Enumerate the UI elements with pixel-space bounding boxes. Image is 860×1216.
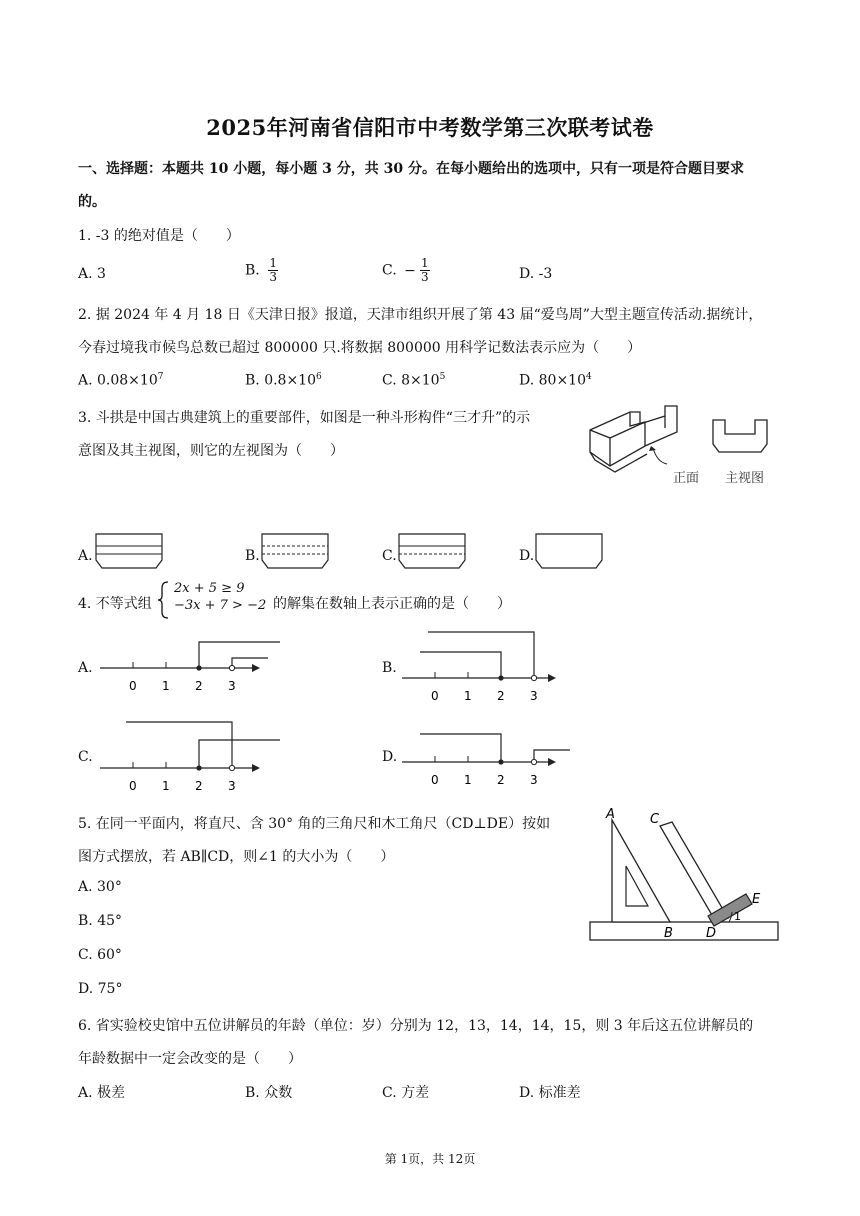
tick-label-2: 2 [497,773,505,787]
tick-label-2: 2 [195,779,203,793]
q3-stem-line2: 意图及其主视图，则它的左视图为（ ） [78,443,344,459]
q5-option-b: B. 45° [78,913,123,929]
q5-option-d: D. 75° [78,981,123,997]
q4-option-c: C. [78,749,93,765]
q2-option-b: B. $0.8\times 10^6$ [245,372,322,389]
q6-option-c: C. 方差 [382,1085,430,1101]
tick-label-3: 3 [530,689,538,703]
q4-stem-post: 的解集在数轴上表示正确的是（ ） [273,596,511,612]
tick-label-1: 1 [464,689,472,703]
q4-stem-pre: 4. 不等式组 [78,596,152,612]
fraction: $\frac{1}{3}$ [269,256,278,284]
inequality-2: −3x + 7 > −2 [174,598,267,613]
point-e-label: E [752,892,761,907]
tick-label-2: 2 [195,679,203,693]
q3-option-c: C. [382,548,397,564]
q4-option-d: D. [382,749,398,765]
tick-label-1: 1 [162,779,170,793]
q4-option-a-numberline [96,636,286,698]
section-heading-cont: 的。 [78,194,106,210]
q3-stem-line1: 3. 斗拱是中国古典建筑上的重要部件，如图是一种斗形构件“三才升”的示 [78,410,531,426]
q6-stem-line1: 6. 省实验校史馆中五位讲解员的年龄（单位：岁）分别为 12，13，14，14，15，则 3 年后这五位讲解员的 [78,1018,754,1034]
page-footer: 第 1页，共 12页 [384,1152,476,1166]
system-brace [156,580,170,620]
q2-stem-line2: 今春过境我市候鸟总数已超过 800000 只.将数据 800000 用科学记数法表示应为（ ） [78,340,642,356]
q4-option-b: B. [382,660,397,676]
q6-option-a: A. 极差 [78,1085,126,1101]
q3-option-b: B. [245,548,260,564]
q5-option-c: C. 60° [78,947,122,963]
q5-stem-line2: 图方式摆放，若 AB∥CD，则∠1 的大小为（ ） [78,849,395,865]
q3-option-d-figure [534,532,606,572]
tick-label-0: 0 [431,689,439,703]
q6-option-d: D. 标准差 [519,1085,581,1101]
q3-option-a: A. [78,548,93,564]
tick-label-0: 0 [129,679,137,693]
q3-option-b-figure [260,532,332,572]
point-a-label: A [606,807,615,822]
q2-option-d: D. $80\times 10^4$ [519,372,592,389]
page-title: 2025年河南省信阳市中考数学第三次联考试卷 [206,115,654,140]
q4-option-a: A. [78,660,93,676]
q3-option-d: D. [519,548,535,564]
q4-option-d-numberline [398,726,578,792]
q1-option-d: D. -3 [519,266,553,282]
inequality-1: 2x + 5 ≥ 9 [174,581,245,596]
q1-option-b: B. $\frac{1}{3}$ [245,256,278,284]
section-heading: 一、选择题：本题共 10 小题，每小题 3 分，共 30 分。在每小题给出的选项中，只有一项是符合题目要求 [78,161,744,177]
q3-figure-dougong [585,402,785,492]
q3-option-c-figure [397,532,469,572]
q5-figure [586,806,786,946]
label-main-view: 主视图 [725,471,765,486]
q5-stem-line1: 5. 在同一平面内，将直尺、含 30° 角的三角尺和木工角尺（CD⊥DE）按如 [78,816,551,832]
tick-label-1: 1 [162,679,170,693]
q3-option-a-figure [94,532,166,572]
point-d-label: D [706,926,717,941]
inequality-system [174,580,266,614]
tick-label-2: 2 [497,689,505,703]
q2-stem-line1: 2. 据 2024 年 4 月 18 日《天津日报》报道，天津市组织开展了第 43 届“爱鸟周”大型主题宣传活动.据统计， [78,307,763,323]
q1-option-c: C. − $\frac{1}{3}$ [382,256,429,284]
q6-option-b: B. 众数 [245,1085,293,1101]
tick-label-3: 3 [530,773,538,787]
tick-label-3: 3 [228,679,236,693]
fraction: $\frac{1}{3}$ [421,256,429,284]
q2-option-a: A. $0.08\times 10^7$ [78,372,164,389]
angle-1-label: 1 [734,910,741,923]
label-front: 正面 [673,471,700,486]
tick-label-1: 1 [464,773,472,787]
tick-label-3: 3 [228,779,236,793]
q1-stem: 1. -3 的绝对值是（ ） [78,228,240,244]
q4-option-b-numberline [398,628,568,704]
point-c-label: C [650,812,660,827]
q4-option-c-numberline [96,716,286,794]
q5-option-a: A. 30° [78,879,122,895]
q6-stem-line2: 年龄数据中一定会改变的是（ ） [78,1051,302,1067]
tick-label-0: 0 [129,779,137,793]
tick-label-0: 0 [431,773,439,787]
point-b-label: B [664,926,673,941]
q2-option-c: C. $8\times 10^5$ [382,372,446,389]
q1-option-a: A. 3 [78,266,106,282]
